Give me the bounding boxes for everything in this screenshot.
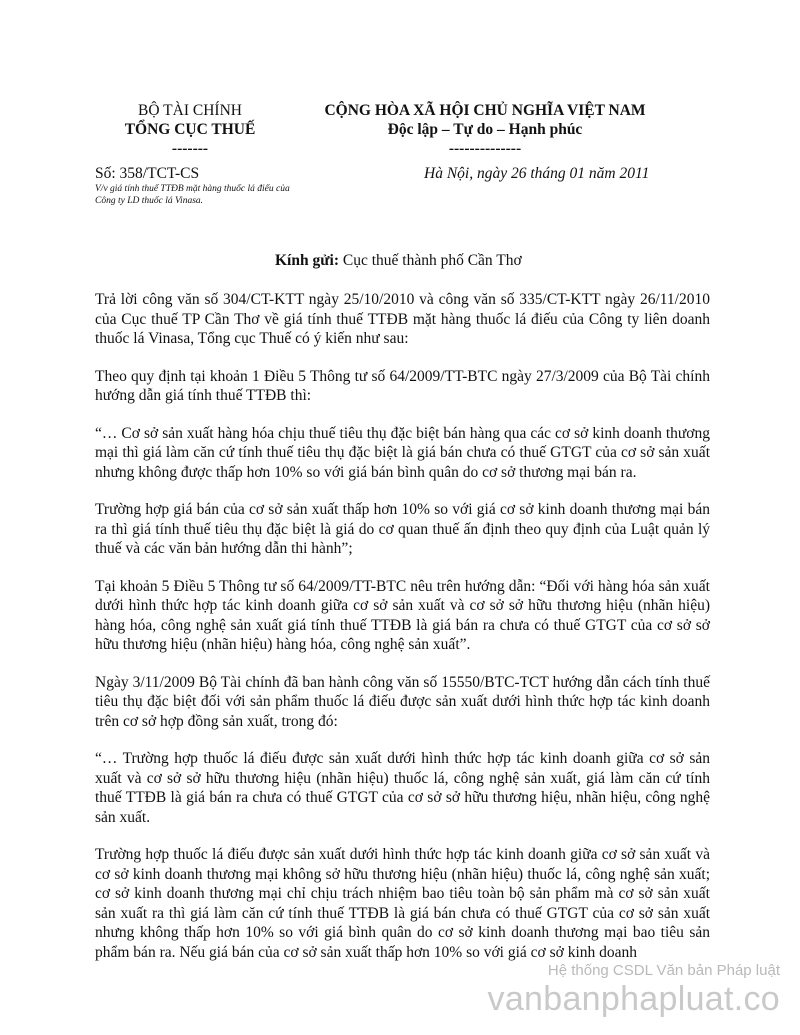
body-paragraph: Theo quy định tại khoản 1 Điều 5 Thông tư số 64/2009/TT-BTC ngày 27/3/2009 của Bộ Tài chính hướng dẫn giá tính thuế TTĐB thì: (95, 367, 710, 404)
document-number: Số: 358/TCT-CS (95, 165, 200, 182)
body-paragraph: Trả lời công văn số 304/CT-KTT ngày 25/10/2010 và công văn số 335/CT-KTT ngày 26/11/2010 của Cục thuế TP Cần Thơ về giá tính thuế TTĐB mặt hàng thuốc lá điếu của Công ty liên doanh thuốc lá Vinasa, Tổng cục Thuế có ý kiến như sau: (95, 291, 710, 347)
department-name: TỔNG CỤC THUẾ (124, 121, 256, 138)
document-body (95, 290, 710, 980)
national-motto: Độc lập – Tự do – Hạnh phúc (387, 121, 583, 138)
ministry-name: BỘ TÀI CHÍNH (138, 102, 242, 119)
recipient-line (275, 251, 522, 270)
body-paragraph: “… Trường hợp thuốc lá điếu được sản xuất dưới hình thức hợp tác kinh doanh giữa cơ sở sản xuất và cơ sở sở hữu thương hiệu (nhãn hiệu) thuốc lá, công nghệ sản xuất, giá làm căn cứ tính thuế TTĐB là giá bán ra chưa có thuế GTGT của cơ sở sở hữu thương hiệu, nhãn hiệu, công nghệ sản xuất. (95, 750, 710, 826)
body-paragraph: “… Cơ sở sản xuất hàng hóa chịu thuế tiêu thụ đặc biệt bán hàng qua các cơ sở kinh doanh thương mại thì giá làm căn cứ tính thuế tiêu thụ đặc biệt là giá bán chưa có thuế GTGT của cơ sở sản xuất nhưng không được thấp hơn 10% so với giá bán bình quân do cơ sở thương mại bán ra. (95, 424, 710, 481)
watermark-site: vanbanphapluat.co (487, 980, 780, 1018)
watermark-caption: Hệ thống CSDL Văn bản Pháp luật (547, 962, 780, 979)
body-paragraph: Trường hợp giá bán của cơ sở sản xuất thấp hơn 10% so với giá cơ sở kinh doanh thương mại bán ra thì giá tính thuế tiêu thụ đặc biệt là giá do cơ quan thuế ấn định theo quy định của Luật quản lý thuế và các văn bản hướng dẫn thi hành”; (95, 501, 710, 557)
nation-title: CỘNG HÒA XÃ HỘI CHỦ NGHĨA VIỆT NAM (324, 102, 646, 119)
issuer-divider: ------- (171, 140, 209, 157)
recipient-label: Kính gửi: (275, 252, 339, 269)
recipient-name: Cục thuế thành phố Cần Thơ (342, 252, 522, 269)
body-paragraph: Tại khoản 5 Điều 5 Thông tư số 64/2009/TT-BTC nêu trên hướng dẫn: “Đối với hàng hóa sản xuất dưới hình thức hợp tác kinh doanh giữa cơ sở sản xuất và cơ sở sở hữu thương hiệu (nhãn hiệu) hàng hóa, công nghệ sản xuất giá tính thuế TTĐB là giá bán ra chưa có thuế GTGT của cơ sở sở hữu thương hiệu (nhãn hiệu) hàng hóa, công nghệ sản xuất”. (95, 577, 710, 653)
motto-divider: -------------- (448, 140, 522, 157)
issuer-block (95, 101, 285, 158)
national-heading (300, 101, 670, 158)
body-paragraph: Trường hợp thuốc lá điếu được sản xuất dưới hình thức hợp tác kinh doanh giữa cơ sở sản xuất và cơ sở kinh doanh thương mại không sở hữu thương hiệu (nhãn hiệu) thuốc lá, công nghệ sản xuất; cơ sở kinh doanh thương mại chỉ chịu trách nhiệm bao tiêu toàn bộ sản phẩm mà cơ sở sản xuất sản xuất ra thì giá làm căn cứ tính thuế TTĐB là giá bán chưa có thuế GTGT của cơ sở sản xuất nhưng không thấp hơn 10% so với giá bình quân do cơ sở kinh doanh thương mại bao tiêu sản phẩm bán ra. Nếu giá bán của cơ sở sản xuất thấp hơn 10% so với giá cơ sở kinh doanh (95, 846, 710, 961)
document-subject: V/v giá tính thuế TTĐB mặt hàng thuốc lá điếu của Công ty LD thuốc lá Vinasa. (95, 184, 290, 206)
document-date: Hà Nội, ngày 26 tháng 01 năm 2011 (424, 165, 650, 182)
body-paragraph: Ngày 3/11/2009 Bộ Tài chính đã ban hành công văn số 15550/BTC-TCT hướng dẫn cách tính thuế tiêu thụ đặc biệt đối với sản phẩm thuốc lá điếu được sản xuất dưới hình thức hợp tác kinh doanh trên cơ sở hợp đồng sản xuất, trong đó: (95, 673, 710, 730)
